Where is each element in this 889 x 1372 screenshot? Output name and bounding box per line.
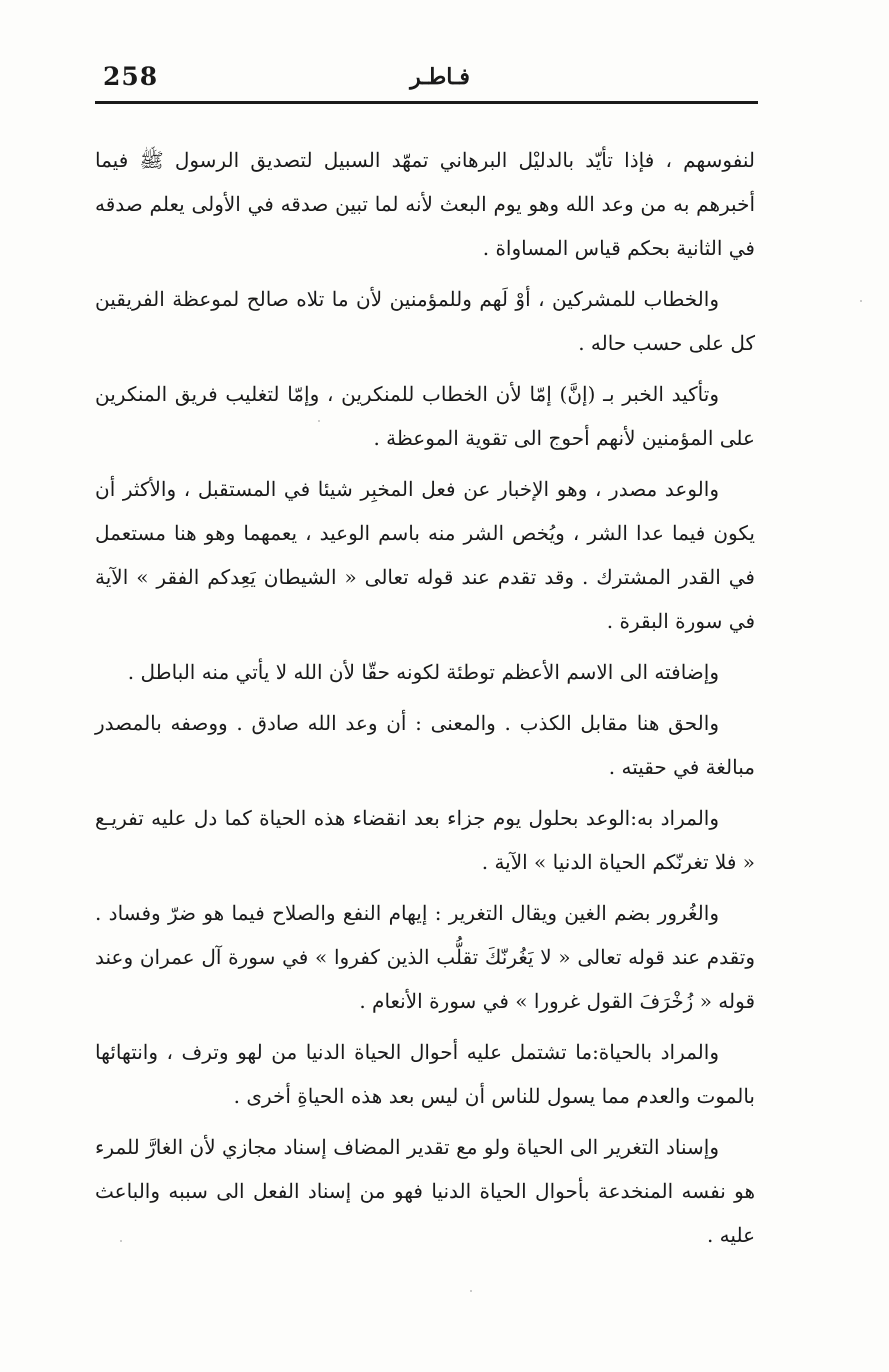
paper-speck: [120, 1240, 122, 1242]
paragraph: والوعد مصدر ، وهو الإخبار عن فعل المخبِر شيئا في المستقبل ، والأكثر أن يكون فيما عدا الشر ، ويُخص الشر منه باسم الوعيد ، يعمهما وهو هنا مستعمل في القدر المشترك . وقد تقدم عند قوله تعالى « الشيطان يَعِدكم الفقر » الآية في سورة البقرة .: [95, 477, 755, 633]
paragraph: والغُرور بضم الغين ويقال التغرير : إيهام النفع والصلاح فيما هو ضرّ وفساد . وتقدم عند قوله تعالى « لا يَغُرنّكَ تقلُّب الذين كفروا » في سورة آل عمران وعند قوله « زُخْرَفَ القول غرورا » في سورة الأنعام .: [95, 901, 755, 1013]
paragraph: والمراد به:الوعد بحلول يوم جزاء بعد انقضاء هذه الحياة كما دل عليه تفريـع « فلا تغرنّكم الحياة الدنيا » الآية .: [95, 806, 755, 874]
page-body: [95, 138, 755, 1264]
paragraph: والحق هنا مقابل الكذب . والمعنى : أن وعد الله صادق . ووصفه بالمصدر مبالغة في حقيته .: [95, 711, 755, 779]
paragraph: وتأكيد الخبر بـ (إنَّ) إمّا لأن الخطاب للمنكرين ، وإمّا لتغليب فريق المنكرين على المؤمنين لأنهم أحوج الى تقوية الموعظة .: [95, 382, 755, 450]
paragraph: والمراد بالحياة:ما تشتمل عليه أحوال الحياة الدنيا من لهو وترف ، وانتهائها بالموت والعدم مما يسول للناس أن ليس بعد هذه الحياةِ أخرى .: [95, 1040, 755, 1108]
surah-title: فـاطـر: [410, 64, 470, 90]
header-rule: [95, 101, 758, 104]
paragraph: لنفوسهم ، فإذا تأيّد بالدليْل البرهاني تمهّد السبيل لتصديق الرسول ﷺ فيما أخبرهم به من وعد الله وهو يوم البعث لأنه لما تبين صدقه في الأولى يعلم صدقه في الثانية بحكم قياس المساواة .: [95, 148, 755, 260]
paragraph: وإضافته الى الاسم الأعظم توطئة لكونه حقّا لأن الله لا يأتي منه الباطل .: [127, 660, 719, 684]
page-number: 258: [103, 62, 159, 91]
page-header: [95, 60, 758, 102]
paper-speck: [860, 300, 862, 302]
paper-speck: [318, 420, 320, 422]
paragraph: والخطاب للمشركين ، أوْ لَهم وللمؤمنين لأن ما تلاه صالح لموعظة الفريقين كل على حسب حاله .: [95, 287, 755, 355]
paragraph: وإسناد التغرير الى الحياة ولو مع تقدير المضاف إسناد مجازي لأن الغارَّ للمرء هو نفسه المنخدعة بأحوال الحياة الدنيا فهو من إسناد الفعل الى سببه والباعث عليه .: [95, 1135, 755, 1247]
paper-speck: [470, 1290, 472, 1292]
